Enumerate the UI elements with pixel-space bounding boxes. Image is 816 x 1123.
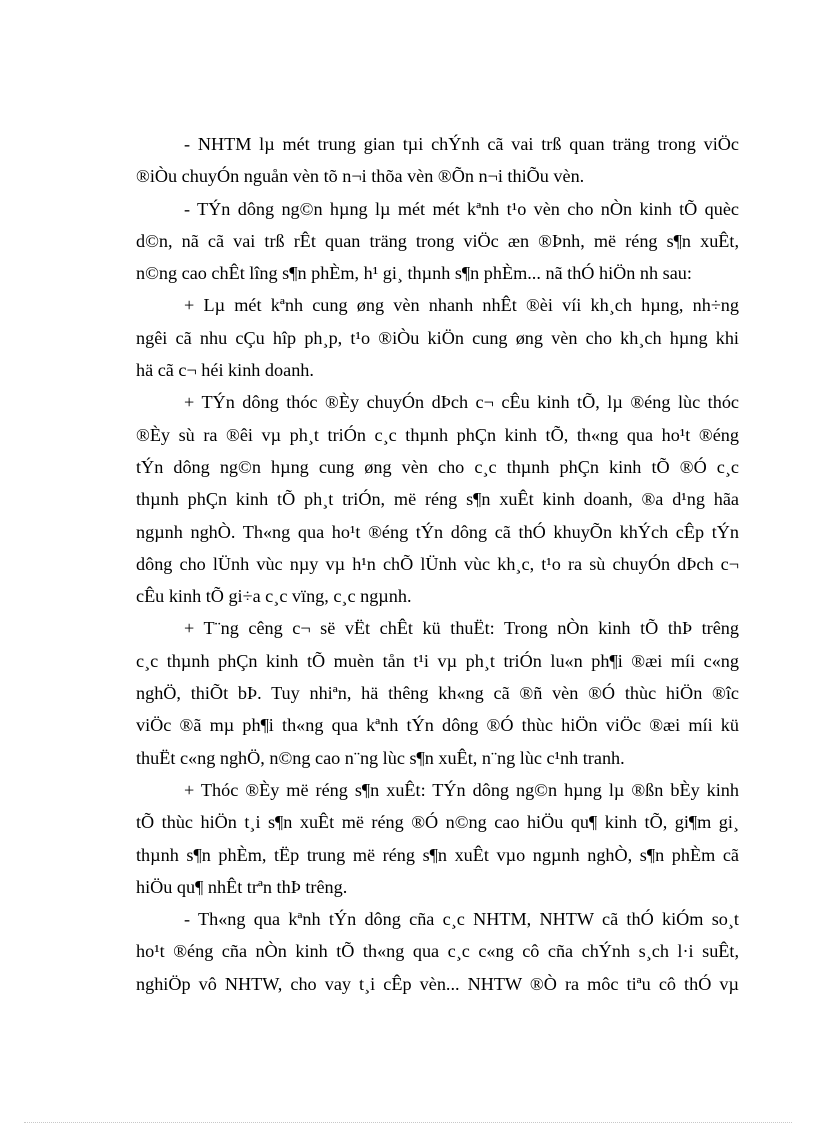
text-line: + Thóc ®Èy më réng s¶n xuÊt: TÝn dông ng©n hµng lµ ®ßn bÈy kinh bbox=[184, 779, 739, 800]
text-line: - NHTM lµ mét trung gian tµi chÝnh cã vai trß quan träng trong viÖc bbox=[184, 134, 739, 154]
text-line: hä cã c¬ héi kinh doanh. bbox=[136, 360, 314, 381]
text-line: ngêi cã nhu cÇu hîp ph¸p, t¹o ®iÒu kiÖn cung øng vèn cho kh¸ch hµng khi bbox=[136, 327, 739, 348]
text-line: + T¨ng cêng c¬ së vËt chÊt kü thuËt: Trong nÒn kinh tÕ thÞ trêng bbox=[184, 618, 739, 639]
text-line: dông cho lÜnh vùc nµy vµ h¹n chÕ lÜnh vùc kh¸c, t¹o ra sù chuyÓn dÞch c¬ bbox=[136, 553, 739, 574]
paragraph-nhtw-control bbox=[136, 903, 739, 1000]
paragraph-fast-supply bbox=[136, 289, 739, 386]
text-line: nghiÖp vô NHTW, cho vay t¸i cÊp vèn... NHTW ®Ò ra môc tiªu cô thÓ vµ bbox=[136, 973, 739, 994]
text-line: ngµnh nghÒ. Th«ng qua ho¹t ®éng tÝn dông cã thÓ khuyÕn khÝch cÊp tÝn bbox=[136, 521, 739, 542]
text-line: nghÖ, thiÕt bÞ. Tuy nhiªn, hä thêng kh«ng cã ®ñ vèn ®Ó thùc hiÖn ®îc bbox=[136, 683, 739, 704]
text-line: ®Èy sù ra ®êi vµ ph¸t triÓn c¸c thµnh phÇn kinh tÕ, th«ng qua ho¹t ®éng bbox=[136, 424, 739, 445]
text-line: - TÝn dông ng©n hµng lµ mét mét kªnh t¹o vèn cho nÒn kinh tÕ quèc bbox=[184, 198, 739, 219]
text-line: d©n, nã cã vai trß rÊt quan träng trong viÖc æn ®Þnh, më réng s¶n xuÊt, bbox=[136, 230, 739, 251]
text-line: n©ng cao chÊt lîng s¶n phÈm, h¹ gi¸ thµnh s¶n phÈm... nã thÓ hiÖn nh sau: bbox=[136, 263, 692, 284]
text-line: + TÝn dông thóc ®Èy chuyÓn dÞch c¬ cÊu kinh tÕ, lµ ®éng lùc thóc bbox=[184, 392, 739, 413]
text-line: - Th«ng qua kªnh tÝn dông cña c¸c NHTM, NHTW cã thÓ kiÓm so¸t bbox=[184, 909, 739, 930]
paragraph-credit-channel bbox=[136, 193, 739, 290]
text-line: cÊu kinh tÕ gi÷a c¸c vïng, c¸c ngµnh. bbox=[136, 586, 412, 607]
paragraph-structural-shift bbox=[136, 386, 739, 612]
paragraph-nhtm-intermediary bbox=[136, 128, 739, 193]
text-line: thµnh phÇn kinh tÕ ph¸t triÓn, më réng s¶n xuÊt kinh doanh, ®a d¹ng hãa bbox=[136, 489, 739, 510]
paragraph-expand-production bbox=[136, 774, 739, 903]
text-line: c¸c thµnh phÇn kinh tÕ muèn tån t¹i vµ ph¸t triÓn lu«n ph¶i ®æi míi c«ng bbox=[136, 650, 739, 671]
text-line: ®iÒu chuyÓn nguån vèn tõ n¬i thõa vèn ®Õn n¬i thiÕu vèn. bbox=[136, 166, 585, 187]
text-line: tÕ thùc hiÖn t¸i s¶n xuÊt më réng ®Ó n©ng cao hiÖu qu¶ kinh tÕ, gi¶m gi¸ bbox=[136, 812, 739, 833]
text-line: viÖc ®ã mµ ph¶i th«ng qua kªnh tÝn dông ®Ó thùc hiÖn viÖc ®æi míi kü bbox=[136, 715, 739, 736]
text-line: thµnh s¶n phÈm, tËp trung më réng s¶n xuÊt vµo ngµnh nghÒ, s¶n phÈm cã bbox=[136, 844, 739, 865]
text-line: ho¹t ®éng cña nÒn kinh tÕ th«ng qua c¸c c«ng cô cña chÝnh s¸ch l·i suÊt, bbox=[136, 941, 739, 962]
text-line: hiÖu qu¶ nhÊt trªn thÞ trêng. bbox=[136, 876, 348, 897]
paragraph-technical-base bbox=[136, 612, 739, 773]
body-text bbox=[136, 128, 739, 1000]
text-line: + Lµ mét kªnh cung øng vèn nhanh nhÊt ®èi víi kh¸ch hµng, nh÷ng bbox=[184, 295, 739, 316]
text-line: thuËt c«ng nghÖ, n©ng cao n¨ng lùc s¶n xuÊt, n¨ng lùc c¹nh tranh. bbox=[136, 747, 625, 768]
text-line: tÝn dông ng©n hµng cung øng vèn cho c¸c thµnh phÇn kinh tÕ ®Ó c¸c bbox=[136, 456, 739, 477]
